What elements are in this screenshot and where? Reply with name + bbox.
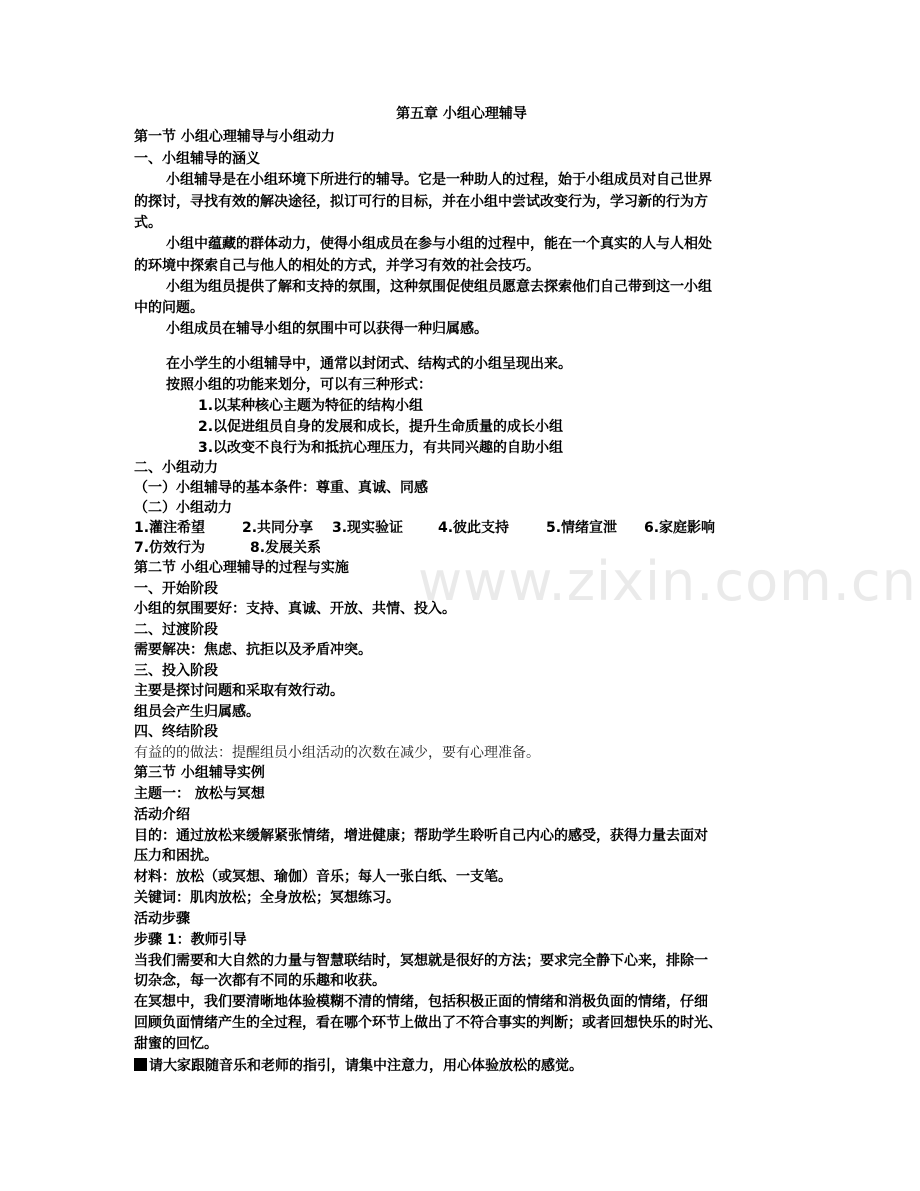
subsection-heading: 三、投入阶段 xyxy=(134,663,218,679)
subsection-heading: 一、开始阶段 xyxy=(134,581,218,597)
list-item: 1.以某种核心主题为特征的结构小组 xyxy=(198,398,424,414)
paragraph-line: 压力和困扰。 xyxy=(134,848,218,864)
paragraph-line: 需要解决：焦虑、抗拒以及矛盾冲突。 xyxy=(134,642,372,658)
list-item: 2.共同分享 xyxy=(242,520,314,536)
paragraph-text: 请大家跟随音乐和老师的指引，请集中注意力，用心体验放松的感觉。 xyxy=(149,1058,583,1074)
list-item: 3.现实验证 xyxy=(332,520,404,536)
list-item: 4.彼此支持 xyxy=(438,520,510,536)
paragraph-line: 中的问题。 xyxy=(134,300,204,316)
paragraph-line: 切杂念，每一次都有不同的乐趣和收获。 xyxy=(134,973,386,989)
dynamics-list xyxy=(134,518,715,538)
paragraph-line: 小组辅导是在小组环境下所进行的辅导。它是一种助人的过程，始于小组成员对自己世界 xyxy=(166,172,712,188)
paragraph-line: 小组为组员提供了解和支持的氛围，这种氛围促使组员愿意去探索他们自己带到这一小组 xyxy=(166,279,712,295)
list-item: 8.发展关系 xyxy=(250,540,322,556)
subsection-heading: 二、小组动力 xyxy=(134,460,218,476)
paragraph-line: 材料：放松（或冥想、瑜伽）音乐；每人一张白纸、一支笔。 xyxy=(134,869,512,885)
paragraph-line: 有益的的做法：提醒组员小组活动的次数在减少，要有心理准备。 xyxy=(134,745,540,761)
subsection-heading: 四、终结阶段 xyxy=(134,724,218,740)
paragraph-line: 式。 xyxy=(134,215,162,231)
paragraph-line: （二）小组动力 xyxy=(134,500,232,516)
step-heading: 步骤 1：教师引导 xyxy=(134,932,247,948)
section-2-heading: 第二节 小组心理辅导的过程与实施 xyxy=(134,560,349,576)
list-item: 2.以促进组员自身的发展和成长，提升生命质量的成长小组 xyxy=(198,419,564,435)
paragraph-line: 在冥想中，我们要清晰地体验模糊不清的情绪，包括积极正面的情绪和消极负面的情绪，仔细 xyxy=(134,994,708,1010)
paragraph-line: 的探讨，寻找有效的解决途径，拟订可行的目标，并在小组中尝试改变行为，学习新的行为方 xyxy=(134,194,708,210)
paragraph-line: 小组中蕴藏的群体动力，使得小组成员在参与小组的过程中，能在一个真实的人与人相处 xyxy=(166,236,712,252)
section-3-heading: 第三节 小组辅导实例 xyxy=(134,765,265,781)
list-item: 1.灌注希望 xyxy=(134,520,206,536)
paragraph-line: 主要是探讨问题和采取有效行动。 xyxy=(134,683,344,699)
paragraph-line: （一）小组辅导的基本条件：尊重、真诚、同感 xyxy=(134,480,428,496)
paragraph-line: 小组的氛围要好：支持、真诚、开放、共情、投入。 xyxy=(134,601,456,617)
paragraph-line: 目的：通过放松来缓解紧张情绪，增进健康；帮助学生聆听自己内心的感受，获得力量去面对 xyxy=(134,828,708,844)
subsection-heading: 活动步骤 xyxy=(134,911,190,927)
paragraph-line: 组员会产生归属感。 xyxy=(134,704,260,720)
subsection-heading: 二、过渡阶段 xyxy=(134,622,218,638)
paragraph-line: 当我们需要和大自然的力量与智慧联结时，冥想就是很好的方法；要求完全静下心来，排除一 xyxy=(134,953,708,969)
paragraph-line: 在小学生的小组辅导中，通常以封闭式、结构式的小组呈现出来。 xyxy=(166,356,572,372)
subsection-heading: 活动介绍 xyxy=(134,807,190,823)
paragraph-line: 按照小组的功能来划分，可以有三种形式： xyxy=(166,377,432,393)
list-item: 5.情绪宣泄 xyxy=(546,520,618,536)
paragraph-line: 甜蜜的回忆。 xyxy=(134,1036,218,1052)
subsection-heading: 一、小组辅导的涵义 xyxy=(134,151,260,167)
theme-heading: 主题一： 放松与冥想 xyxy=(134,786,265,802)
paragraph-line: 的环境中探索自己与他人的相处的方式，并学习有效的社会技巧。 xyxy=(134,258,540,274)
paragraph-line: 回顾负面情绪产生的全过程，看在哪个环节上做出了不符合事实的判断；或者回想快乐的时光、 xyxy=(134,1015,722,1031)
bullet-line xyxy=(134,1056,583,1076)
paragraph-line: 小组成员在辅导小组的氛围中可以获得一种归属感。 xyxy=(166,321,488,337)
dynamics-list xyxy=(134,538,321,558)
list-item: 6.家庭影响 xyxy=(644,520,716,536)
watermark: www.zixin.com.cn xyxy=(418,550,917,613)
list-item: 3.以改变不良行为和抵抗心理压力，有共同兴趣的自助小组 xyxy=(198,440,564,456)
section-1-heading: 第一节 小组心理辅导与小组动力 xyxy=(134,129,335,145)
black-square-bullet-icon xyxy=(134,1058,147,1071)
list-item: 7.仿效行为 xyxy=(134,540,206,556)
paragraph-line: 关键词：肌肉放松；全身放松；冥想练习。 xyxy=(134,890,400,906)
chapter-title: 第五章 小组心理辅导 xyxy=(396,106,527,122)
